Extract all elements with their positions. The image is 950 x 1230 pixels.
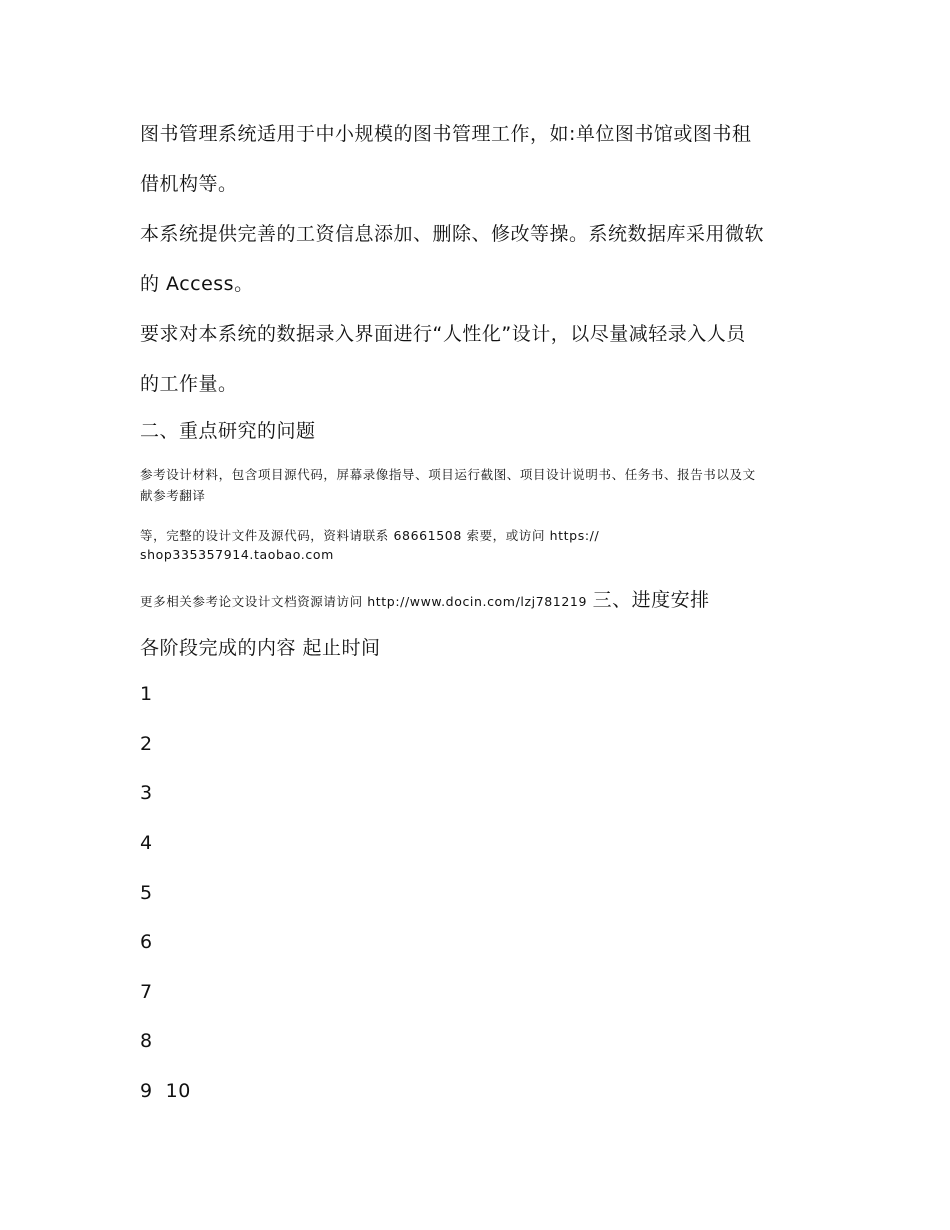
- section-heading: 二、重点研究的问题: [140, 420, 316, 442]
- ad-text-line: 等，完整的设计文件及源代码，资料请联系 68661508 索要，或访问 https://: [140, 528, 600, 543]
- list-number: 1: [140, 683, 153, 705]
- list-number: 6: [140, 931, 153, 953]
- ad-and-heading-line: [140, 585, 710, 612]
- ad-text-line: 参考设计材料，包含项目源代码，屏幕录像指导、项目运行截图、项目设计说明书、任务书、报告书以及文: [140, 467, 756, 482]
- list-number: 5: [140, 882, 153, 904]
- list-number: 2: [140, 733, 153, 755]
- ad-link-text: 更多相关参考论文设计文档资源请访问 http://www.docin.com/lzj781219: [140, 594, 588, 609]
- table-header: 各阶段完成的内容 起止时间: [140, 637, 381, 659]
- ad-text-line: shop335357914.taobao.com: [140, 547, 334, 562]
- paragraph-line: 本系统提供完善的工资信息添加、删除、修改等操。系统数据库采用微软: [140, 223, 765, 245]
- list-number: 3: [140, 782, 153, 804]
- paragraph-line: 的 Access。: [140, 273, 254, 295]
- paragraph-line: 要求对本系统的数据录入界面进行“人性化”设计，以尽量减轻录入人员: [140, 323, 746, 345]
- paragraph-line: 的工作量。: [140, 373, 238, 395]
- ad-text-line: 献参考翻译: [140, 488, 206, 503]
- list-number: 9 10: [140, 1080, 191, 1102]
- paragraph-line: 图书管理系统适用于中小规模的图书管理工作，如:单位图书馆或图书租: [140, 123, 752, 145]
- list-number: 4: [140, 832, 153, 854]
- section-heading: 三、进度安排: [592, 589, 710, 611]
- list-number: 7: [140, 981, 153, 1003]
- list-number: 8: [140, 1030, 153, 1052]
- paragraph-line: 借机构等。: [140, 173, 238, 195]
